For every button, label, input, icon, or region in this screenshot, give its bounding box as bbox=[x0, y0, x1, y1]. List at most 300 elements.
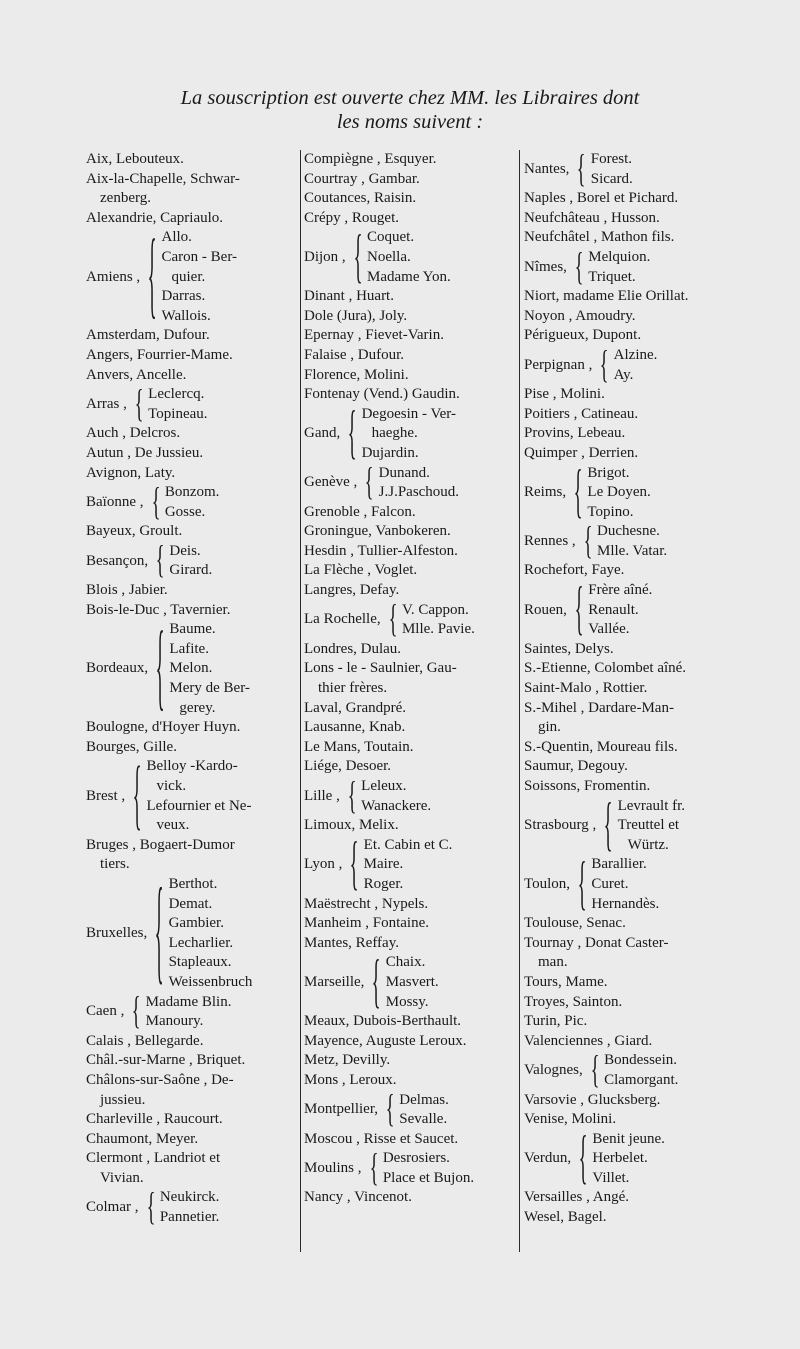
bookseller-list bbox=[591, 855, 659, 914]
bookseller-entry bbox=[86, 1051, 298, 1071]
entry-text: Angers, Fourrier-Mame. bbox=[86, 346, 233, 363]
bookseller-list bbox=[618, 797, 685, 856]
bookseller-name: V. Cappon. bbox=[401, 601, 469, 618]
bookseller-list bbox=[587, 464, 650, 523]
bookseller-name: Manoury. bbox=[145, 1013, 204, 1030]
entry-text: Anvers, Ancelle. bbox=[86, 366, 187, 383]
entry-text: Meaux, Dubois-Berthault. bbox=[304, 1013, 462, 1030]
bookseller-entry bbox=[524, 287, 746, 307]
bookseller-entry bbox=[86, 836, 298, 875]
bookseller-entry bbox=[524, 934, 746, 973]
curly-brace-icon: { bbox=[350, 832, 359, 897]
bookseller-name: Coquet. bbox=[367, 229, 415, 246]
curly-brace-icon: { bbox=[134, 382, 144, 426]
bookseller-entry bbox=[304, 326, 516, 346]
bookseller-entry bbox=[86, 326, 298, 346]
bookseller-group bbox=[524, 1126, 746, 1191]
bookseller-name: Gosse. bbox=[164, 503, 206, 520]
entry-text: Wesel, Bagel. bbox=[524, 1209, 607, 1226]
bookseller-name: Renault. bbox=[588, 601, 639, 618]
city-name: Gand, bbox=[304, 425, 341, 442]
bookseller-entry bbox=[524, 405, 746, 425]
page-heading bbox=[80, 86, 740, 134]
bookseller-entry bbox=[304, 287, 516, 307]
entry-text: Poitiers , Catineau. bbox=[524, 405, 639, 422]
entry-text: Lons - le - Saulnier, Gau- bbox=[304, 660, 457, 677]
bookseller-entry bbox=[524, 1188, 746, 1208]
entry-text: Saintes, Delys. bbox=[524, 640, 614, 657]
bookseller-name: Benit jeune. bbox=[592, 1130, 665, 1147]
city-name: Rennes , bbox=[524, 533, 576, 550]
bookseller-entry bbox=[304, 1012, 516, 1032]
bookseller-group bbox=[524, 245, 746, 289]
bookseller-entry bbox=[86, 464, 298, 484]
bookseller-group bbox=[304, 774, 516, 818]
bookseller-entry bbox=[86, 601, 298, 621]
curly-brace-icon: { bbox=[151, 480, 161, 524]
bookseller-name: Chaix. bbox=[385, 954, 426, 971]
entry-text: Groningue, Vanbokeren. bbox=[304, 523, 451, 540]
curly-brace-icon: { bbox=[578, 1126, 588, 1191]
entry-text: Hesdin , Tullier-Alfeston. bbox=[304, 542, 458, 559]
bookseller-list bbox=[169, 620, 250, 718]
bookseller-group bbox=[304, 224, 516, 289]
bookseller-entry bbox=[304, 914, 516, 934]
bookseller-entry bbox=[524, 561, 746, 581]
city-name: Caen , bbox=[86, 1003, 125, 1020]
heading-line-1: La souscription est ouverte chez MM. les Libraires dont bbox=[180, 87, 640, 109]
entry-continuation: man. bbox=[538, 954, 568, 971]
entry-text: Nancy , Vincenot. bbox=[304, 1189, 412, 1206]
city-name: Nîmes, bbox=[524, 258, 567, 275]
bookseller-name: Levrault fr. bbox=[617, 797, 686, 814]
curly-brace-icon: { bbox=[353, 224, 363, 289]
bookseller-group bbox=[524, 460, 746, 525]
entry-text: Tours, Mame. bbox=[524, 973, 608, 990]
bookseller-name: Madame Blin. bbox=[145, 993, 232, 1010]
bookseller-entry bbox=[304, 522, 516, 542]
bookseller-entry bbox=[524, 1032, 746, 1052]
bookseller-name: Noella. bbox=[367, 248, 411, 265]
bookseller-entry bbox=[304, 542, 516, 562]
bookseller-column-3 bbox=[524, 147, 746, 1228]
bookseller-entry bbox=[524, 973, 746, 993]
bookseller-entry bbox=[86, 424, 298, 444]
bookseller-list bbox=[162, 228, 238, 326]
city-name: Besançon, bbox=[86, 552, 149, 569]
entry-text: Saumur, Degouy. bbox=[524, 758, 628, 775]
bookseller-entry bbox=[524, 424, 746, 444]
curly-brace-icon: { bbox=[388, 598, 398, 642]
entry-continuation: tiers. bbox=[100, 856, 130, 873]
bookseller-entry bbox=[86, 581, 298, 601]
bookseller-name: Caron - Ber- bbox=[161, 248, 238, 265]
bookseller-name: Baume. bbox=[169, 621, 216, 638]
bookseller-entry bbox=[524, 757, 746, 777]
bookseller-name: Mlle. Vatar. bbox=[597, 542, 668, 559]
entry-text: Aix-la-Chapelle, Schwar- bbox=[86, 170, 240, 187]
entry-text: Tournay , Donat Caster- bbox=[524, 934, 669, 951]
bookseller-list bbox=[364, 836, 453, 895]
bookseller-entry bbox=[86, 444, 298, 464]
bookseller-entry bbox=[304, 718, 516, 738]
bookseller-name: Demat. bbox=[168, 895, 213, 912]
bookseller-list bbox=[591, 150, 633, 189]
bookseller-name: Desrosiers. bbox=[382, 1150, 450, 1167]
bookseller-name: Maire. bbox=[363, 856, 404, 873]
city-name: Arras , bbox=[86, 395, 127, 412]
bookseller-entry bbox=[304, 757, 516, 777]
city-name: Dijon , bbox=[304, 248, 346, 265]
bookseller-name: Mery de Ber- bbox=[169, 680, 250, 697]
curly-brace-icon: { bbox=[590, 1049, 600, 1092]
entry-text: Troyes, Sainton. bbox=[524, 993, 623, 1010]
city-name: Lille , bbox=[304, 787, 340, 804]
bookseller-entry bbox=[524, 1012, 746, 1032]
curly-brace-icon: { bbox=[574, 577, 584, 642]
bookseller-name: Topineau. bbox=[148, 405, 208, 422]
curly-brace-icon: { bbox=[600, 343, 609, 387]
bookseller-name: Girard. bbox=[169, 562, 213, 579]
curly-brace-icon: { bbox=[155, 539, 165, 583]
bookseller-list bbox=[402, 601, 475, 640]
curly-brace-icon: { bbox=[577, 147, 587, 191]
bookseller-group bbox=[524, 147, 746, 191]
bookseller-list bbox=[160, 1188, 220, 1227]
entry-continuation: Vivian. bbox=[100, 1169, 144, 1186]
entry-text: Mayence, Auguste Leroux. bbox=[304, 1032, 467, 1049]
entry-text: Toulouse, Senac. bbox=[524, 915, 626, 932]
bookseller-name: haeghe. bbox=[371, 425, 418, 442]
bookseller-entry bbox=[304, 1032, 516, 1052]
entry-text: Chaumont, Meyer. bbox=[86, 1130, 199, 1147]
bookseller-group bbox=[304, 1146, 516, 1190]
bookseller-entry bbox=[304, 346, 516, 366]
bookseller-name: Mossy. bbox=[385, 993, 429, 1010]
entry-text: Saint-Malo , Rottier. bbox=[524, 680, 648, 697]
entry-text: Avignon, Laty. bbox=[86, 464, 176, 481]
curly-brace-icon: { bbox=[603, 793, 613, 858]
entry-text: La Flèche , Voglet. bbox=[304, 562, 418, 579]
bookseller-name: Wallois. bbox=[161, 307, 211, 324]
entry-text: Neufchâteau , Husson. bbox=[524, 209, 660, 226]
bookseller-name: Wanackere. bbox=[361, 797, 432, 814]
bookseller-entry bbox=[524, 993, 746, 1013]
bookseller-entry bbox=[304, 150, 516, 170]
entry-text: Epernay , Fievet-Varin. bbox=[304, 327, 444, 344]
entry-text: Boulogne, d'Hoyer Huyn. bbox=[86, 719, 241, 736]
bookseller-entry bbox=[524, 228, 746, 248]
entry-text: Maëstrecht , Nypels. bbox=[304, 895, 429, 912]
bookseller-list bbox=[383, 1149, 474, 1188]
curly-brace-icon: { bbox=[132, 990, 141, 1033]
bookseller-entry bbox=[86, 150, 298, 170]
bookseller-name: Frère aîné. bbox=[588, 582, 653, 599]
bookseller-group bbox=[86, 1188, 298, 1227]
bookseller-list bbox=[386, 953, 439, 1012]
curly-brace-icon: { bbox=[369, 1146, 379, 1190]
curly-brace-icon: { bbox=[146, 1186, 156, 1229]
bookseller-entry bbox=[86, 1149, 298, 1188]
entry-text: Bois-le-Duc , Tavernier. bbox=[86, 601, 231, 618]
bookseller-entry bbox=[304, 189, 516, 209]
bookseller-group bbox=[86, 480, 298, 524]
curly-brace-icon: { bbox=[147, 222, 157, 330]
bookseller-group bbox=[524, 1051, 746, 1090]
bookseller-name: Hernandès. bbox=[591, 895, 660, 912]
bookseller-list bbox=[597, 522, 667, 561]
curly-brace-icon: { bbox=[577, 851, 587, 916]
bookseller-entry bbox=[524, 679, 746, 699]
bookseller-name: Clamorgant. bbox=[604, 1071, 679, 1088]
city-name: Bordeaux, bbox=[86, 660, 149, 677]
curly-brace-icon: { bbox=[385, 1088, 395, 1131]
entry-text: Metz, Devilly. bbox=[304, 1052, 391, 1069]
bookseller-name: Forest. bbox=[590, 151, 632, 167]
entry-text: Charleville , Raucourt. bbox=[86, 1111, 223, 1128]
bookseller-name: Sicard. bbox=[590, 170, 633, 187]
curly-brace-icon: { bbox=[583, 519, 593, 563]
bookseller-name: veux. bbox=[156, 817, 190, 834]
bookseller-entry bbox=[524, 699, 746, 738]
bookseller-entry bbox=[524, 1208, 746, 1228]
bookseller-name: Berthot. bbox=[168, 875, 218, 892]
bookseller-entry bbox=[304, 934, 516, 954]
bookseller-column-1 bbox=[86, 150, 298, 1228]
bookseller-list bbox=[614, 346, 658, 385]
bookseller-name: Alzine. bbox=[613, 346, 658, 363]
curly-brace-icon: { bbox=[372, 949, 382, 1014]
bookseller-column-2 bbox=[304, 150, 516, 1208]
bookseller-entry bbox=[524, 738, 746, 758]
bookseller-entry bbox=[524, 777, 746, 797]
bookseller-entry bbox=[304, 561, 516, 581]
bookseller-entry bbox=[524, 444, 746, 464]
entry-text: Langres, Defay. bbox=[304, 582, 400, 599]
entry-text: Rochefort, Faye. bbox=[524, 562, 625, 579]
bookseller-group bbox=[86, 382, 298, 426]
bookseller-name: Leclercq. bbox=[148, 386, 205, 403]
entry-text: Amsterdam, Dufour. bbox=[86, 327, 210, 344]
city-name: Reims, bbox=[524, 484, 567, 501]
bookseller-name: Weissenbruch bbox=[168, 973, 253, 990]
entry-text: Auch , Delcros. bbox=[86, 425, 181, 442]
entry-text: Aix, Lebouteux. bbox=[86, 151, 184, 167]
bookseller-name: Bondessein. bbox=[604, 1052, 677, 1069]
entry-text: Provins, Lebeau. bbox=[524, 425, 626, 442]
bookseller-name: Melquion. bbox=[588, 248, 651, 265]
bookseller-entry bbox=[86, 1130, 298, 1150]
entry-text: Châl.-sur-Marne , Briquet. bbox=[86, 1052, 246, 1069]
city-name: Lyon , bbox=[304, 856, 343, 873]
entry-text: Mons , Leroux. bbox=[304, 1071, 397, 1088]
bookseller-name: Bonzom. bbox=[164, 484, 220, 501]
bookseller-group bbox=[86, 752, 298, 839]
bookseller-entry bbox=[86, 718, 298, 738]
entry-text: Neufchâtel , Mathon fils. bbox=[524, 229, 675, 246]
bookseller-group bbox=[86, 614, 298, 722]
entry-text: Autun , De Jussieu. bbox=[86, 444, 204, 461]
bookseller-group bbox=[86, 222, 298, 330]
bookseller-name: Triquet. bbox=[588, 268, 636, 285]
entry-text: Manheim , Fontaine. bbox=[304, 915, 429, 932]
entry-text: Laval, Grandpré. bbox=[304, 699, 407, 716]
city-name: Marseille, bbox=[304, 973, 365, 990]
entry-text: Pise , Molini. bbox=[524, 386, 605, 403]
bookseller-name: Darras. bbox=[161, 288, 206, 305]
bookseller-name: Brigot. bbox=[587, 464, 630, 481]
bookseller-entry bbox=[304, 738, 516, 758]
entry-text: Alexandrie, Capriaulo. bbox=[86, 209, 224, 226]
bookseller-name: Dujardin. bbox=[361, 444, 419, 461]
bookseller-entry bbox=[304, 581, 516, 601]
city-name: Strasbourg , bbox=[524, 817, 597, 834]
bookseller-name: Sevalle. bbox=[399, 1111, 448, 1128]
entry-text: Grenoble , Falcon. bbox=[304, 503, 416, 520]
bookseller-entry bbox=[86, 346, 298, 366]
bookseller-name: J.J.Paschoud. bbox=[378, 484, 460, 501]
bookseller-entry bbox=[524, 307, 746, 327]
city-name: Montpellier, bbox=[304, 1101, 378, 1118]
city-name: Brest , bbox=[86, 787, 126, 804]
bookseller-entry bbox=[524, 189, 746, 209]
bookseller-list bbox=[399, 1091, 449, 1130]
bookseller-list bbox=[361, 777, 431, 816]
bookseller-entry bbox=[86, 366, 298, 386]
bookseller-entry bbox=[304, 1188, 516, 1208]
entry-text: Blois , Jabier. bbox=[86, 582, 168, 599]
bookseller-name: Duchesne. bbox=[597, 523, 660, 540]
bookseller-group bbox=[304, 1088, 516, 1131]
bookseller-name: Degoesin - Ver- bbox=[361, 405, 456, 422]
bookseller-entry bbox=[304, 659, 516, 698]
curly-brace-icon: { bbox=[155, 614, 165, 722]
bookseller-name: Vallée. bbox=[588, 621, 630, 638]
bookseller-name: Belloy -Kardo- bbox=[146, 758, 238, 775]
bookseller-entry bbox=[524, 385, 746, 405]
curly-brace-icon: { bbox=[132, 752, 142, 839]
bookseller-group bbox=[524, 793, 746, 858]
bookseller-group bbox=[524, 519, 746, 563]
bookseller-name: Allo. bbox=[161, 229, 192, 246]
bookseller-list bbox=[146, 993, 232, 1032]
entry-text: Dinant , Huart. bbox=[304, 288, 394, 305]
curly-brace-icon: { bbox=[154, 868, 164, 997]
bookseller-list bbox=[379, 464, 459, 503]
entry-text: Moscou , Risse et Saucet. bbox=[304, 1130, 459, 1147]
bookseller-name: Stapleaux. bbox=[168, 954, 232, 971]
bookseller-entry bbox=[304, 816, 516, 836]
entry-text: Liége, Desoer. bbox=[304, 758, 392, 775]
curly-brace-icon: { bbox=[347, 401, 357, 466]
column-divider bbox=[519, 150, 520, 1252]
bookseller-entry bbox=[86, 1032, 298, 1052]
bookseller-entry bbox=[304, 1071, 516, 1091]
bookseller-group bbox=[524, 851, 746, 916]
bookseller-name: Masvert. bbox=[385, 973, 439, 990]
city-name: Valognes, bbox=[524, 1062, 583, 1079]
entry-text: Naples , Borel et Pichard. bbox=[524, 190, 679, 207]
bookseller-name: Delmas. bbox=[399, 1091, 449, 1108]
bookseller-entry bbox=[524, 659, 746, 679]
entry-text: Niort, madame Elie Orillat. bbox=[524, 288, 689, 305]
entry-text: Le Mans, Toutain. bbox=[304, 738, 414, 755]
bookseller-name: Lefournier et Ne- bbox=[146, 797, 252, 814]
entry-continuation: jussieu. bbox=[100, 1091, 146, 1108]
entry-text: Varsovie , Glucksberg. bbox=[524, 1091, 661, 1108]
entry-text: Versailles , Angé. bbox=[524, 1189, 629, 1206]
bookseller-name: Et. Cabin et C. bbox=[363, 836, 453, 853]
city-name: Moulins , bbox=[304, 1160, 362, 1177]
bookseller-list bbox=[362, 405, 456, 464]
bookseller-entry bbox=[86, 522, 298, 542]
entry-text: Limoux, Melix. bbox=[304, 817, 399, 834]
bookseller-name: Roger. bbox=[363, 875, 404, 892]
bookseller-name: Neukirck. bbox=[159, 1189, 220, 1206]
entry-text: Florence, Molini. bbox=[304, 366, 409, 383]
bookseller-entry bbox=[524, 1091, 746, 1111]
bookseller-entry bbox=[304, 385, 516, 405]
bookseller-name: Herbelet. bbox=[592, 1150, 648, 1167]
bookseller-name: quier. bbox=[171, 268, 206, 285]
bookseller-entry bbox=[86, 1110, 298, 1130]
curly-brace-icon: { bbox=[574, 245, 584, 289]
bookseller-name: Pannetier. bbox=[159, 1209, 220, 1226]
bookseller-list bbox=[165, 483, 220, 522]
curly-brace-icon: { bbox=[364, 461, 374, 504]
bookseller-entry bbox=[304, 307, 516, 327]
bookseller-name: gerey. bbox=[179, 699, 216, 716]
bookseller-entry bbox=[524, 326, 746, 346]
bookseller-name: Madame Yon. bbox=[367, 268, 451, 285]
city-name: Bruxelles, bbox=[86, 924, 148, 941]
city-name: Nantes, bbox=[524, 160, 570, 177]
bookseller-entry bbox=[304, 209, 516, 229]
bookseller-group bbox=[304, 949, 516, 1014]
city-name: Verdun, bbox=[524, 1150, 572, 1167]
bookseller-entry bbox=[524, 640, 746, 660]
entry-text: Venise, Molini. bbox=[524, 1111, 617, 1128]
bookseller-list bbox=[169, 875, 253, 993]
column-divider bbox=[300, 150, 301, 1252]
bookseller-list bbox=[367, 228, 451, 287]
entry-text: Bayeux, Groult. bbox=[86, 523, 183, 540]
city-name: Perpignan , bbox=[524, 356, 593, 373]
bookseller-name: vick. bbox=[156, 778, 187, 794]
entry-continuation: gin. bbox=[538, 719, 561, 736]
bookseller-entry bbox=[304, 895, 516, 915]
bookseller-entry bbox=[86, 170, 298, 209]
entry-text: Coutances, Raisin. bbox=[304, 190, 417, 207]
entry-text: S.-Quentin, Moureau fils. bbox=[524, 738, 678, 755]
entry-text: Châlons-sur-Saône , De- bbox=[86, 1071, 234, 1088]
bookseller-list bbox=[147, 757, 252, 835]
bookseller-name: Barallier. bbox=[591, 856, 647, 873]
curly-brace-icon: { bbox=[573, 460, 583, 525]
entry-text: S.-Etienne, Colombet aîné. bbox=[524, 660, 687, 677]
city-name: Toulon, bbox=[524, 875, 571, 892]
heading-line-2: les noms suivent : bbox=[336, 111, 484, 133]
bookseller-list bbox=[148, 385, 207, 424]
entry-continuation: zenberg. bbox=[100, 190, 151, 207]
bookseller-group bbox=[86, 539, 298, 583]
bookseller-list bbox=[604, 1051, 678, 1090]
bookseller-name: Le Doyen. bbox=[587, 484, 651, 501]
bookseller-name: Ay. bbox=[613, 366, 634, 383]
bookseller-name: Treuttel et bbox=[617, 817, 680, 834]
bookseller-group bbox=[304, 598, 516, 642]
bookseller-name: Deis. bbox=[169, 542, 201, 559]
